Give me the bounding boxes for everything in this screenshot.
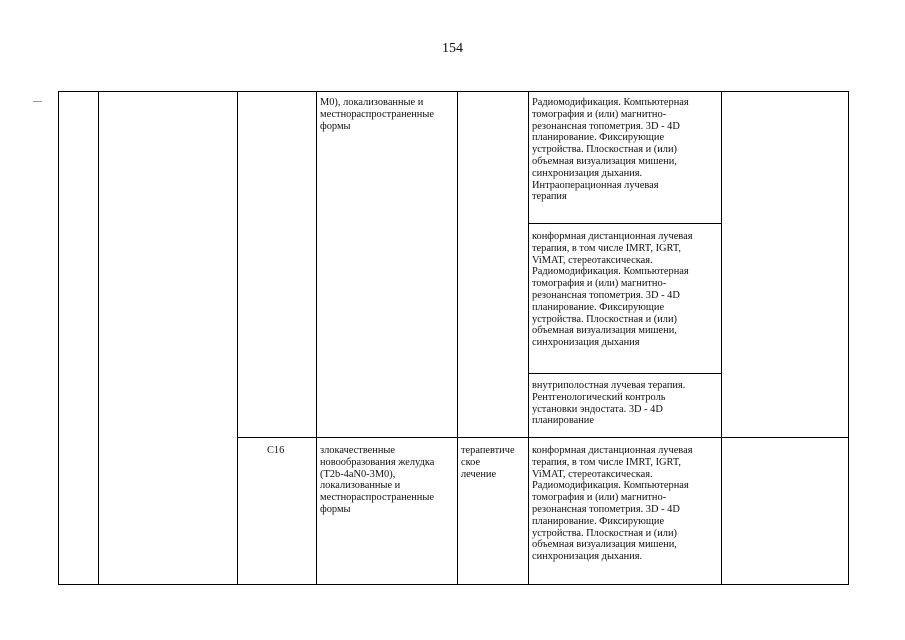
method-divider [528, 373, 722, 374]
page-number: 154 [442, 41, 463, 56]
method-cell: конформная дистанционная лучевая терапия, в том числе IMRT, IGRT, ViMAT, стереотаксическая. Радиомодификация. Компьютерная томография и (или) магнитно- резонансная топометрия. 3D - 4D планирование. Фиксирующие устройства. Плоскостная и (или) объемная визуализация мишени, синхронизация дыхания. [532, 445, 693, 563]
margin-mark [33, 101, 42, 102]
method-cell: конформная дистанционная лучевая терапия, в том числе IMRT, IGRT, ViMAT, стереотаксическая. Радиомодификация. Компьютерная томография и (или) магнитно- резонансная топометрия. 3D - 4D планирование. Фиксирующие устройства. Плоскостная и (или) объемная визуализация мишени, синхронизация дыхания [532, 231, 693, 349]
table-border-left [58, 91, 59, 585]
treatment-type-cell: терапевтиче ское лечение [461, 445, 515, 480]
diagnosis-cell: злокачественные новообразования желудка (T2b-4aN0-3M0), локализованные и местнораспространенные формы [320, 445, 435, 515]
method-divider [528, 223, 722, 224]
table-col-line [457, 91, 458, 585]
method-cell: внутриполостная лучевая терапия. Рентгенологический контроль установки эндостата. 3D - 4D планирование [532, 380, 686, 427]
table-col-line [316, 91, 317, 585]
table-col-line [528, 91, 529, 585]
row-divider [237, 437, 849, 438]
table-border-right [848, 91, 849, 585]
table-border-bottom [58, 584, 849, 585]
table-border-top [58, 91, 849, 92]
icd-code-cell: C16 [267, 445, 285, 456]
table-col-line [237, 91, 238, 585]
method-cell: Радиомодификация. Компьютерная томография и (или) магнитно- резонансная топометрия. 3D - 4D планирование. Фиксирующие устройства. Плоскостная и (или) объемная визуализация мишени, синхронизация дыхания. Интраоперационная лучевая терапия [532, 97, 689, 203]
diagnosis-cell: M0), локализованные и местнораспространенные формы [320, 97, 434, 132]
table-col-line [721, 91, 722, 585]
table-col-line [98, 91, 99, 585]
